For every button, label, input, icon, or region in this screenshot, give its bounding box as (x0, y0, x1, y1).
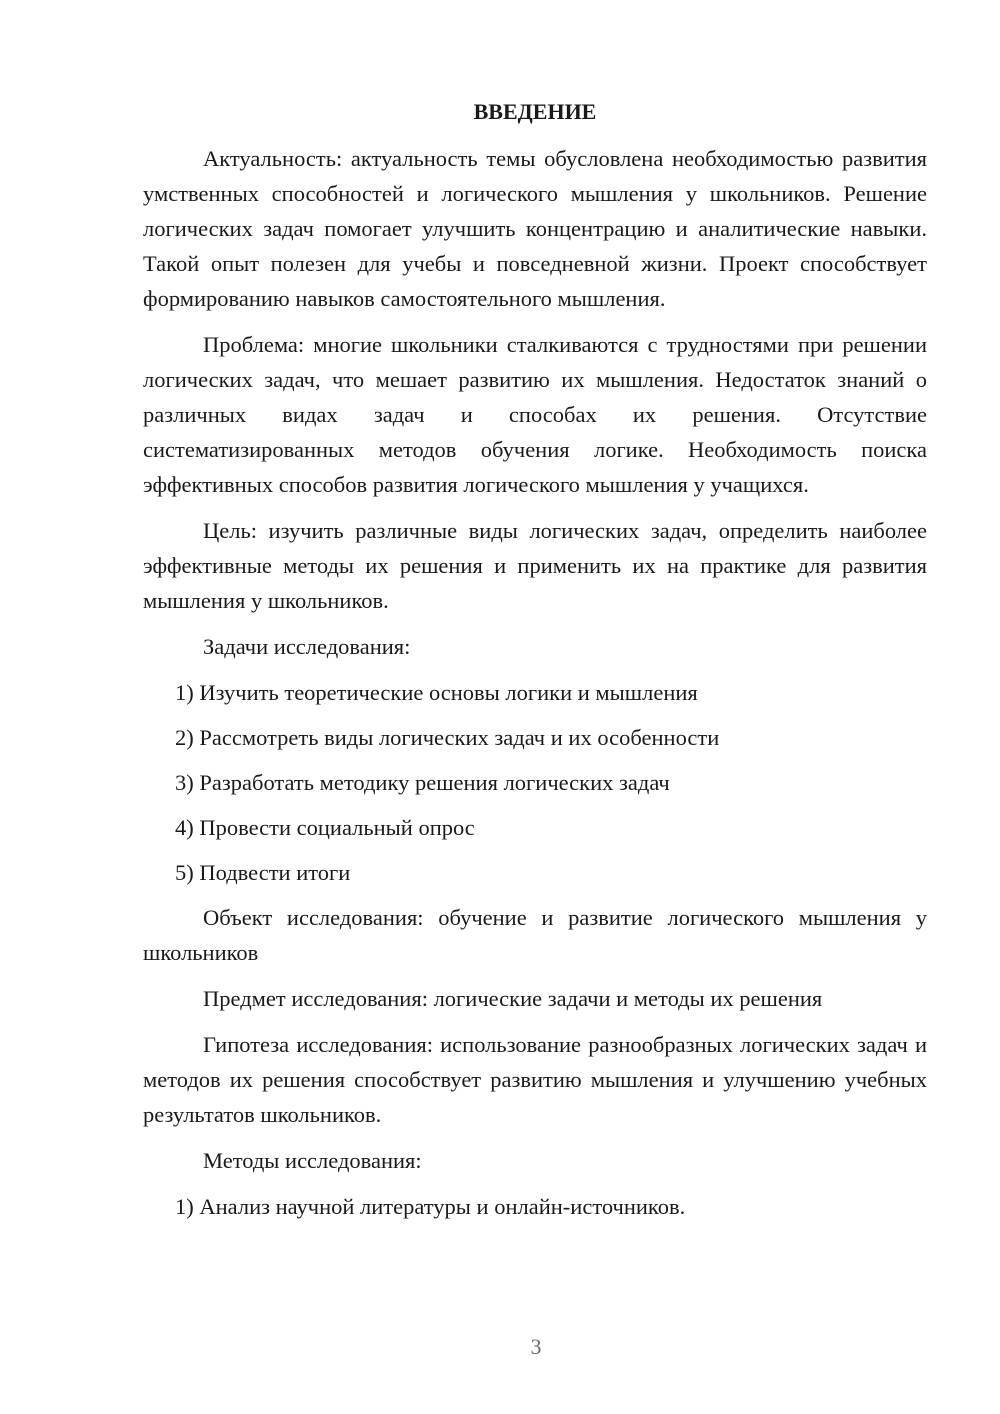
paragraph-hypothesis: Гипотеза исследования: использование разнообразных логических задач и методов их решения способствует развитию мышления и улучшению учебных результатов школьников. (143, 1032, 927, 1127)
section-title: ВВЕДЕНИЕ (473, 99, 597, 124)
task-item-3: 3) Разработать методику решения логических задач (175, 770, 670, 795)
methods-list (143, 1189, 927, 1224)
paragraph-relevance: Актуальность: актуальность темы обусловлена необходимостью развития умственных способностей и логического мышления у школьников. Решение логических задач помогает улучшить концентрацию и аналитические навыки. Такой опыт полезен для учебы и повседневной жизни. Проект способствует формированию навыков самостоятельного мышления. (143, 146, 927, 311)
tasks-list (143, 675, 927, 890)
tasks-heading: Задачи исследования: (203, 634, 411, 659)
task-item-1: 1) Изучить теоретические основы логики и мышления (175, 680, 698, 705)
task-item-5: 5) Подвести итоги (175, 860, 351, 885)
method-item-1: 1) Анализ научной литературы и онлайн-источников. (175, 1194, 686, 1219)
paragraph-goal: Цель: изучить различные виды логических задач, определить наиболее эффективные методы их решения и применить их на практике для развития мышления у школьников. (143, 518, 927, 613)
paragraph-subject: Предмет исследования: логические задачи и методы их решения (203, 986, 823, 1011)
paragraph-object: Объект исследования: обучение и развитие логического мышления у школьников (143, 905, 927, 965)
task-item-2: 2) Рассмотреть виды логических задач и их особенности (175, 725, 720, 750)
methods-heading: Методы исследования: (203, 1148, 422, 1173)
page-number: 3 (530, 1334, 542, 1359)
paragraph-problem: Проблема: многие школьники сталкиваются с трудностями при решении логических задач, что мешает развитию их мышления. Недостаток знаний о различных видах задач и способах их решения. Отсутствие систематизированных методов обучения логике. Необходимость поиска эффективных способов развития логического мышления у учащихся. (143, 332, 927, 497)
task-item-4: 4) Провести социальный опрос (175, 815, 475, 840)
page-content (143, 94, 927, 1234)
